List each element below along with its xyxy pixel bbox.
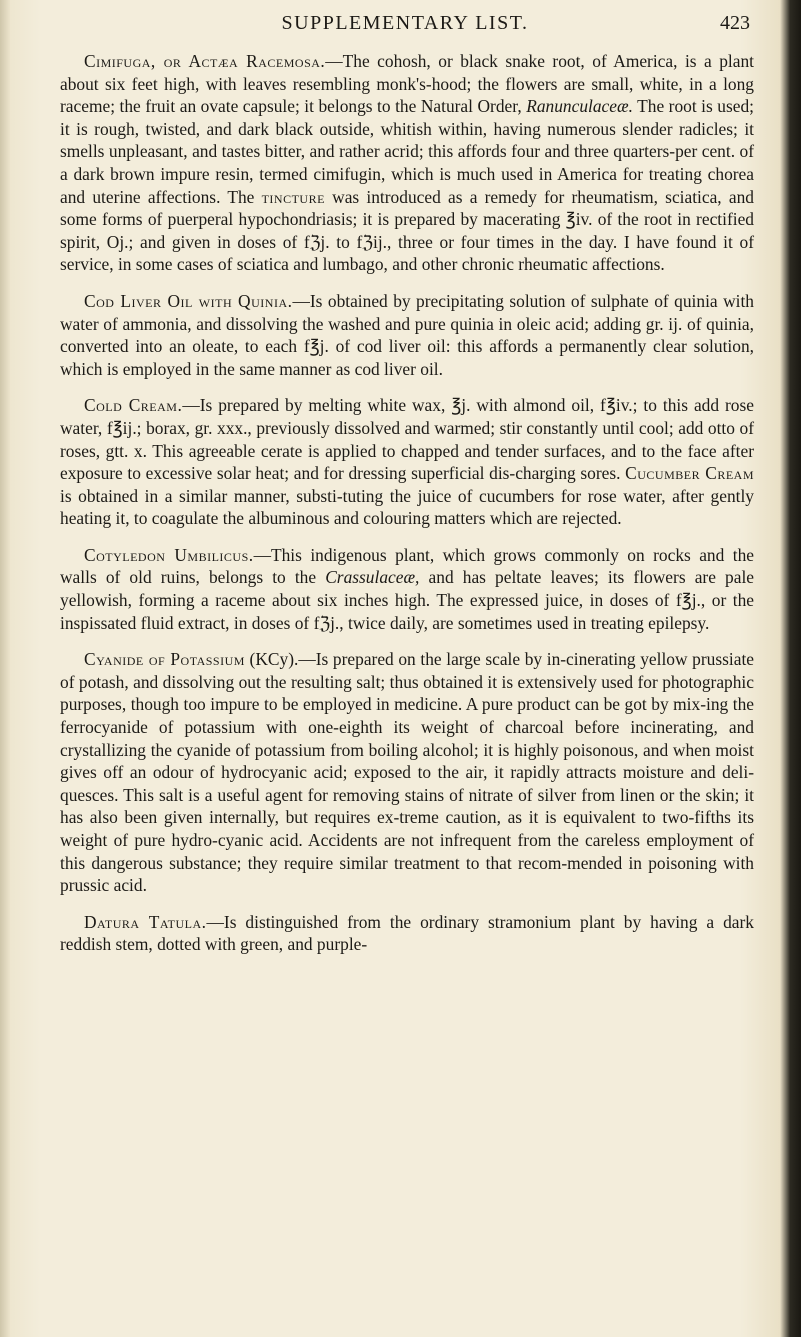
entry-text: is obtained in a similar manner, substi-tuting the juice of cucumbers for rose water, after gently heating it, to coagulate the albuminous and colouring matters which are rejected. bbox=[60, 485, 754, 529]
entry-cold-cream bbox=[60, 394, 754, 530]
entry-heading: Datura Tatula. bbox=[84, 911, 207, 932]
entry-datura-tatula bbox=[60, 911, 754, 956]
entry-heading: Cyanide of Potassium bbox=[84, 649, 245, 670]
entry-text: —This indigenous plant, which grows commonly on rocks and the walls of old ruins, belongs to the bbox=[60, 544, 754, 588]
entry-small-caps-term: Cucumber Cream bbox=[625, 463, 755, 484]
entry-text: was introduced as a remedy for rheumatism, sciatica, and some forms of puerperal hypochondriasis; it is prepared by macerating ℥iv. of the root in rectified spirit, Oj.; and given in doses of fℨj. to fℨij., three or four times in the day. I have found it of service, in some cases of sciatica and lumbago, and other chronic rheumatic affections. bbox=[60, 186, 754, 275]
body-text bbox=[60, 50, 754, 970]
entry-cotyledon bbox=[60, 544, 754, 634]
entry-text: —The cohosh, or black snake root, of America, is a plant about six feet high, with leaves resembling monk's-hood; the flowers are small, white, in a long raceme; the fruit an ovate capsule; it belongs to the Natural Order, bbox=[60, 51, 754, 117]
page-number: 423 bbox=[720, 12, 750, 34]
running-head: SUPPLEMENTARY LIST. bbox=[281, 12, 529, 34]
entry-heading: Cod Liver Oil with Quinia. bbox=[84, 290, 293, 311]
entry-text: —Is prepared by melting white wax, ℥j. with almond oil, f℥iv.; to this add rose water, f℥ij.; borax, gr. xxx., previously dissolved and warmed; stir constantly until cool; add otto of roses, gtt. x. This agreeable cerate is applied to chapped and tender surfaces, and to the face after exposure to excessive solar heat; and for dressing superficial dis-charging sores. bbox=[60, 395, 754, 484]
entry-text: The root is used; it is rough, twisted, and dark black outside, whitish within, having numerous slender radicles; it smells unpleasant, and tastes bitter, and rather acrid; this affords four and three quarters-per cent. of a dark brown impure resin, termed cimifugin, which is much used in America for treating chorea and uterine affections. The bbox=[60, 96, 754, 207]
entry-heading: Cold Cream. bbox=[84, 395, 183, 416]
entry-heading: Cimifuga, or Actæa Racemosa. bbox=[84, 51, 326, 71]
entry-text: (KCy).—Is prepared on the large scale by in-cinerating yellow prussiate of potash, and dissolving out the resulting salt; thus obtained it is extensively used for photographic purposes, though too impure to be employed in medicine. A pure product can be got by mix-ing the ferrocyanide of potassium with one-eighth its weight of charcoal before incinerating, and crystallizing the cyanide of potassium from boiling alcohol; it is highly poisonous, and when moist gives off an odour of hydrocyanic acid; exposed to the air, it rapidly attracts moisture and deli-quesces. This salt is a useful agent for removing stains of nitrate of silver from linen or the skin; it has also been given internally, but requires ex-treme caution, as it is equivalent to two-fifths its weight of pure hydro-cyanic acid. Accidents are not infrequent from the careless employment of this dangerous substance; they require similar treatment to that recom-mended in poisoning with prussic acid. bbox=[60, 649, 754, 896]
entry-small-caps-term: tincture bbox=[261, 186, 325, 207]
page-left-edge bbox=[0, 0, 10, 1337]
page-header bbox=[60, 12, 750, 44]
entry-heading: Cotyledon Umbilicus. bbox=[84, 544, 254, 565]
entry-text: —Is obtained by precipitating solution of sulphate of quinia with water of ammonia, and dissolving the washed and pure quinia in oleic acid; adding gr. ij. of quinia, converted into an oleate, to each f℥j. of cod liver oil: this affords a permanently clear solution, which is employed in the same manner as cod liver oil. bbox=[60, 290, 754, 379]
entry-italic-term: Crassulaceæ, bbox=[325, 567, 420, 588]
entry-cod-liver-oil bbox=[60, 290, 754, 380]
entry-cimifuga bbox=[60, 50, 754, 276]
entry-italic-term: Ranunculaceæ. bbox=[526, 96, 633, 117]
entry-text: and has peltate leaves; its flowers are pale yellowish, forming a raceme about six inches high. The expressed juice, in doses of f℥j., or the inspissated fluid extract, in doses of fℨj., twice daily, are sometimes used in treating epilepsy. bbox=[60, 567, 755, 633]
entry-cyanide-of-potassium bbox=[60, 648, 754, 897]
entry-text: —Is distinguished from the ordinary stramonium plant by having a dark reddish stem, dotted with green, and purple- bbox=[60, 911, 754, 955]
